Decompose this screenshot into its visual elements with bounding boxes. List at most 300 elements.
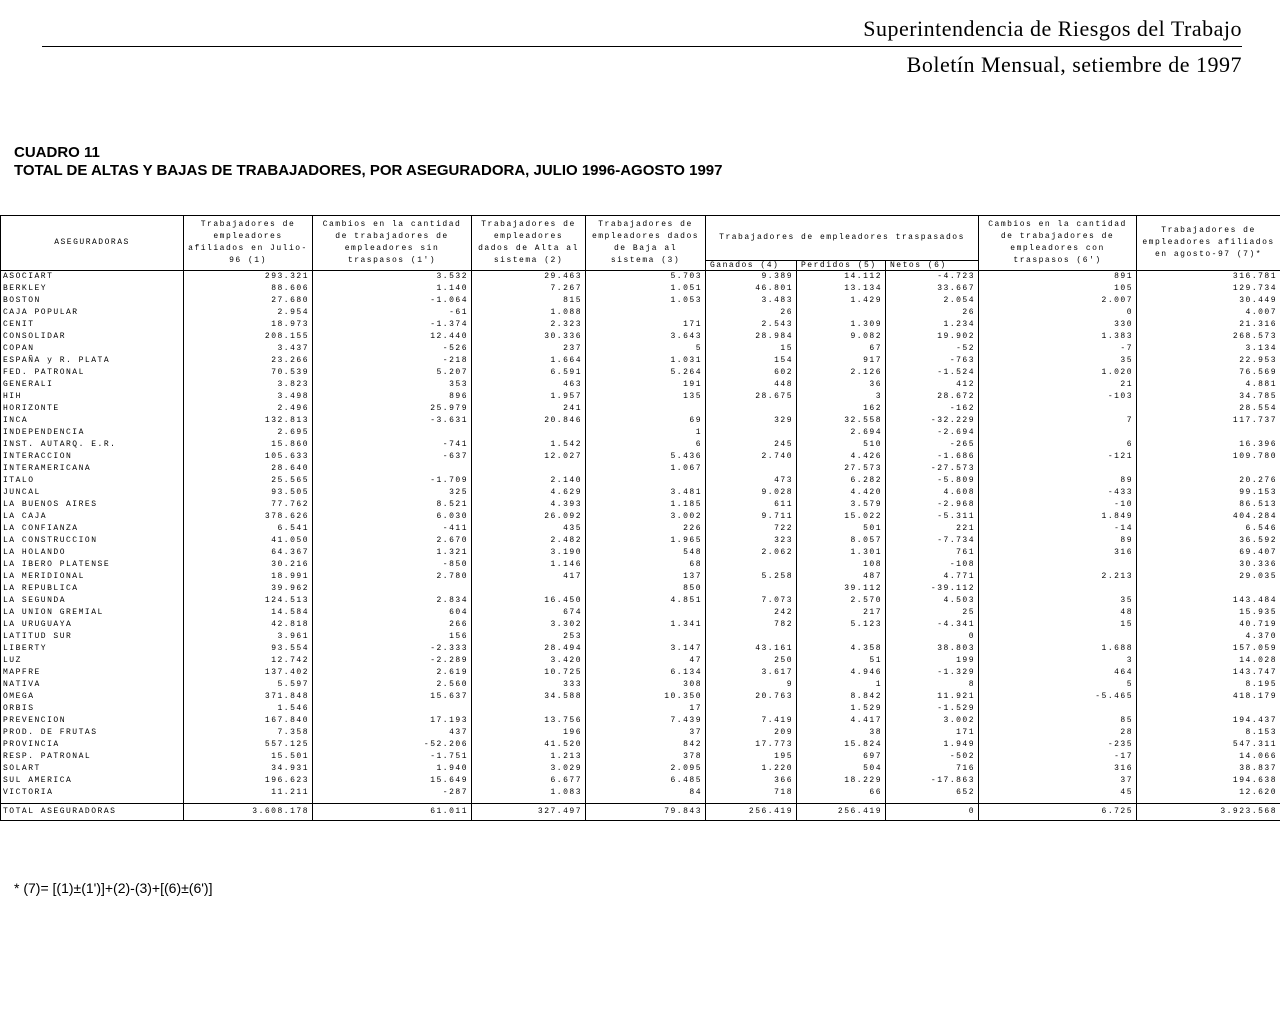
- table-cell: 30.216: [184, 559, 313, 571]
- table-cell: 504: [797, 763, 886, 775]
- table-cell: 1.067: [586, 463, 706, 475]
- table-cell: 2.095: [586, 763, 706, 775]
- table-cell: 89: [979, 475, 1137, 487]
- table-cell: 7.439: [586, 715, 706, 727]
- table-cell: [586, 631, 706, 643]
- table-cell: 5.597: [184, 679, 313, 691]
- table-cell: 154: [706, 355, 797, 367]
- table-row: [1, 595, 1280, 607]
- table-cell: 27.680: [184, 295, 313, 307]
- table-row: [1, 415, 1280, 427]
- table-cell: [1137, 427, 1280, 439]
- table-cell: 6.541: [184, 523, 313, 535]
- table-cell: 12.742: [184, 655, 313, 667]
- table-cell: 4.358: [797, 643, 886, 655]
- table-cell: 199: [886, 655, 979, 667]
- aseguradora-name: LUZ: [1, 655, 184, 667]
- table-cell: 36.592: [1137, 535, 1280, 547]
- table-cell: 25.979: [313, 403, 472, 415]
- table-cell: 1.020: [979, 367, 1137, 379]
- table-cell: 2.834: [313, 595, 472, 607]
- table-cell: 510: [797, 439, 886, 451]
- table-cell: 105.633: [184, 451, 313, 463]
- table-row: [1, 631, 1280, 643]
- header-aseguradoras: ASEGURADORAS: [1, 216, 184, 271]
- table-row: [1, 667, 1280, 679]
- aseguradora-name: PREVENCION: [1, 715, 184, 727]
- table-cell: 1.051: [586, 283, 706, 295]
- table-cell: 3.923.568: [1137, 804, 1280, 821]
- table-cell: -52.206: [313, 739, 472, 751]
- table-cell: 371.848: [184, 691, 313, 703]
- table-cell: 1.664: [472, 355, 586, 367]
- table-cell: 316: [979, 763, 1137, 775]
- table-cell: 330: [979, 319, 1137, 331]
- table-cell: 17.773: [706, 739, 797, 751]
- aseguradora-name: LA UNION GREMIAL: [1, 607, 184, 619]
- aseguradora-name: FED. PATRONAL: [1, 367, 184, 379]
- table-cell: -411: [313, 523, 472, 535]
- table-cell: 171: [886, 727, 979, 739]
- table-cell: 18.229: [797, 775, 886, 787]
- table-cell: [706, 631, 797, 643]
- table-row: [1, 403, 1280, 415]
- table-cell: 93.554: [184, 643, 313, 655]
- table-cell: 293.321: [184, 271, 313, 284]
- table-cell: 6.030: [313, 511, 472, 523]
- table-cell: 3.029: [472, 763, 586, 775]
- aseguradora-name: INCA: [1, 415, 184, 427]
- table-cell: 378.626: [184, 511, 313, 523]
- table-cell: 5.703: [586, 271, 706, 284]
- table-cell: 6.282: [797, 475, 886, 487]
- table-cell: 84: [586, 787, 706, 799]
- table-cell: 221: [886, 523, 979, 535]
- table-cell: 15.637: [313, 691, 472, 703]
- table-cell: 69.407: [1137, 547, 1280, 559]
- table-cell: 5.264: [586, 367, 706, 379]
- table-row: [1, 499, 1280, 511]
- table-cell: 38.837: [1137, 763, 1280, 775]
- table-cell: 10.350: [586, 691, 706, 703]
- table-cell: 29.035: [1137, 571, 1280, 583]
- table-cell: 11.921: [886, 691, 979, 703]
- table-cell: 253: [472, 631, 586, 643]
- table-cell: -850: [313, 559, 472, 571]
- table-cell: 93.505: [184, 487, 313, 499]
- table-cell: 86.513: [1137, 499, 1280, 511]
- table-row: [1, 763, 1280, 775]
- header-traspasados: Trabajadores de empleadores traspasados: [706, 216, 979, 261]
- table-cell: 237: [472, 343, 586, 355]
- table-cell: 2.496: [184, 403, 313, 415]
- table-cell: 30.336: [472, 331, 586, 343]
- table-cell: 18.991: [184, 571, 313, 583]
- table-cell: 333: [472, 679, 586, 691]
- table-cell: 137: [586, 571, 706, 583]
- table-cell: 5.258: [706, 571, 797, 583]
- table-cell: 66: [797, 787, 886, 799]
- aseguradora-name: INTERACCION: [1, 451, 184, 463]
- table-cell: 2.954: [184, 307, 313, 319]
- table-cell: 1.213: [472, 751, 586, 763]
- table-row: [1, 535, 1280, 547]
- cuadro-number: CUADRO 11: [14, 144, 100, 161]
- table-cell: 412: [886, 379, 979, 391]
- table-cell: 88.606: [184, 283, 313, 295]
- table-cell: 323: [706, 535, 797, 547]
- table-cell: 26: [706, 307, 797, 319]
- table-cell: 3.302: [472, 619, 586, 631]
- table-cell: 25.565: [184, 475, 313, 487]
- table-cell: 2.560: [313, 679, 472, 691]
- table-row: [1, 331, 1280, 343]
- table-cell: 36: [797, 379, 886, 391]
- table-cell: 9.028: [706, 487, 797, 499]
- table-row: [1, 271, 1280, 284]
- table-cell: [1137, 463, 1280, 475]
- table-cell: 266: [313, 619, 472, 631]
- aseguradora-name: ESPAÑA y R. PLATA: [1, 355, 184, 367]
- org-name: Superintendencia de Riesgos del Trabajo: [863, 16, 1242, 41]
- table-cell: 135: [586, 391, 706, 403]
- table-cell: [979, 559, 1137, 571]
- table-cell: [706, 463, 797, 475]
- table-cell: 137.402: [184, 667, 313, 679]
- table-cell: -287: [313, 787, 472, 799]
- table-cell: 10.725: [472, 667, 586, 679]
- table-cell: 674: [472, 607, 586, 619]
- table-cell: -433: [979, 487, 1137, 499]
- table-cell: 196: [472, 727, 586, 739]
- table-cell: 3.147: [586, 643, 706, 655]
- table-cell: 815: [472, 295, 586, 307]
- table-cell: 404.284: [1137, 511, 1280, 523]
- table-cell: 37: [979, 775, 1137, 787]
- table-cell: 85: [979, 715, 1137, 727]
- table-cell: -5.465: [979, 691, 1137, 703]
- table-cell: 891: [979, 271, 1137, 284]
- table-cell: -39.112: [886, 583, 979, 595]
- table-cell: 325: [313, 487, 472, 499]
- aseguradora-name: LATITUD SUR: [1, 631, 184, 643]
- table-cell: 2.780: [313, 571, 472, 583]
- table-cell: 5: [979, 679, 1137, 691]
- table-cell: 32.558: [797, 415, 886, 427]
- table-cell: 1.341: [586, 619, 706, 631]
- table-row: [1, 463, 1280, 475]
- table-cell: 209: [706, 727, 797, 739]
- table-cell: 3.961: [184, 631, 313, 643]
- table-cell: 1.383: [979, 331, 1137, 343]
- table-cell: 3.481: [586, 487, 706, 499]
- table-row: [1, 355, 1280, 367]
- table-cell: 316.781: [1137, 271, 1280, 284]
- table-row: [1, 751, 1280, 763]
- table-cell: 268.573: [1137, 331, 1280, 343]
- table-cell: 34.588: [472, 691, 586, 703]
- table-cell: 4.851: [586, 595, 706, 607]
- table-cell: 4.393: [472, 499, 586, 511]
- table-cell: 68: [586, 559, 706, 571]
- table-cell: [979, 703, 1137, 715]
- table-cell: 4.370: [1137, 631, 1280, 643]
- table-cell: 1.146: [472, 559, 586, 571]
- table-row: [1, 439, 1280, 451]
- header-netos: Netos (6): [886, 261, 979, 271]
- aseguradora-name: ORBIS: [1, 703, 184, 715]
- table-cell: -27.573: [886, 463, 979, 475]
- table-cell: 716: [886, 763, 979, 775]
- table-cell: 195: [706, 751, 797, 763]
- table-cell: 226: [586, 523, 706, 535]
- table-cell: 14.066: [1137, 751, 1280, 763]
- table-cell: 850: [586, 583, 706, 595]
- table-cell: 1.546: [184, 703, 313, 715]
- bulletin-title: Boletín Mensual, setiembre de 1997: [906, 52, 1242, 77]
- table-cell: 13.134: [797, 283, 886, 295]
- table-cell: 4.426: [797, 451, 886, 463]
- table-cell: -235: [979, 739, 1137, 751]
- table-cell: 1.688: [979, 643, 1137, 655]
- table-cell: 1.234: [886, 319, 979, 331]
- table-cell: 8.153: [1137, 727, 1280, 739]
- table-cell: 11.211: [184, 787, 313, 799]
- total-row: [1, 804, 1280, 821]
- table-cell: -741: [313, 439, 472, 451]
- table-row: [1, 619, 1280, 631]
- aseguradora-name: MAPFRE: [1, 667, 184, 679]
- table-cell: -61: [313, 307, 472, 319]
- table-cell: 3.498: [184, 391, 313, 403]
- table-cell: 12.620: [1137, 787, 1280, 799]
- table-cell: 557.125: [184, 739, 313, 751]
- table-cell: -763: [886, 355, 979, 367]
- table-cell: 157.059: [1137, 643, 1280, 655]
- table-cell: 77.762: [184, 499, 313, 511]
- table-row: [1, 787, 1280, 799]
- table-cell: 3.002: [886, 715, 979, 727]
- table-cell: [706, 427, 797, 439]
- table-cell: 2.543: [706, 319, 797, 331]
- table-row: [1, 607, 1280, 619]
- table-cell: 5.123: [797, 619, 886, 631]
- table-cell: 23.266: [184, 355, 313, 367]
- table-cell: 250: [706, 655, 797, 667]
- table-cell: 4.946: [797, 667, 886, 679]
- table-cell: 366: [706, 775, 797, 787]
- table-cell: 38.803: [886, 643, 979, 655]
- table-cell: 18.973: [184, 319, 313, 331]
- table-cell: 15: [979, 619, 1137, 631]
- table-cell: 143.484: [1137, 595, 1280, 607]
- table-cell: -10: [979, 499, 1137, 511]
- table-cell: 6.134: [586, 667, 706, 679]
- header-col-1p: Cambios en la cantidad de trabajadores de empleadores sin traspasos (1'): [313, 216, 472, 271]
- aseguradora-name: OMEGA: [1, 691, 184, 703]
- table-cell: -2.289: [313, 655, 472, 667]
- table-cell: 9.082: [797, 331, 886, 343]
- table-cell: 6.546: [1137, 523, 1280, 535]
- table-row: [1, 643, 1280, 655]
- aseguradora-name: LA MERIDIONAL: [1, 571, 184, 583]
- table-cell: 548: [586, 547, 706, 559]
- table-cell: 15.649: [313, 775, 472, 787]
- table-cell: -265: [886, 439, 979, 451]
- table-cell: -32.229: [886, 415, 979, 427]
- table-cell: 448: [706, 379, 797, 391]
- table-cell: -218: [313, 355, 472, 367]
- table-cell: 37: [586, 727, 706, 739]
- table-cell: 3.643: [586, 331, 706, 343]
- table-cell: -637: [313, 451, 472, 463]
- table-row: [1, 739, 1280, 751]
- table-cell: -121: [979, 451, 1137, 463]
- table-row: [1, 307, 1280, 319]
- table-cell: 70.539: [184, 367, 313, 379]
- aseguradora-name: JUNCAL: [1, 487, 184, 499]
- table-cell: 45: [979, 787, 1137, 799]
- table-cell: 99.153: [1137, 487, 1280, 499]
- table-cell: 28.554: [1137, 403, 1280, 415]
- table-cell: 14.028: [1137, 655, 1280, 667]
- table-cell: 417: [472, 571, 586, 583]
- table-cell: 30.449: [1137, 295, 1280, 307]
- table-cell: 3.134: [1137, 343, 1280, 355]
- table-cell: 61.011: [313, 804, 472, 821]
- table-cell: 8.521: [313, 499, 472, 511]
- table-cell: 26: [886, 307, 979, 319]
- aseguradora-name: HIH: [1, 391, 184, 403]
- table-cell: 76.569: [1137, 367, 1280, 379]
- table-cell: 435: [472, 523, 586, 535]
- table-cell: 329: [706, 415, 797, 427]
- table-cell: -5.311: [886, 511, 979, 523]
- table-cell: 464: [979, 667, 1137, 679]
- aseguradora-name: NATIVA: [1, 679, 184, 691]
- table-cell: 378: [586, 751, 706, 763]
- table-cell: 6.485: [586, 775, 706, 787]
- table-cell: 2.695: [184, 427, 313, 439]
- aseguradora-name: LA SEGUNDA: [1, 595, 184, 607]
- table-cell: [472, 583, 586, 595]
- table-cell: 1.949: [886, 739, 979, 751]
- table-cell: 1.957: [472, 391, 586, 403]
- table-cell: 2.007: [979, 295, 1137, 307]
- table-cell: -7: [979, 343, 1137, 355]
- aseguradora-name: CONSOLIDAR: [1, 331, 184, 343]
- table-cell: 109.780: [1137, 451, 1280, 463]
- table-cell: -1.064: [313, 295, 472, 307]
- table-cell: 19.902: [886, 331, 979, 343]
- table-row: [1, 367, 1280, 379]
- table-cell: 1.429: [797, 295, 886, 307]
- table-cell: [979, 631, 1137, 643]
- table-cell: -526: [313, 343, 472, 355]
- table-cell: -4.723: [886, 271, 979, 284]
- table-cell: 6.677: [472, 775, 586, 787]
- table-cell: [472, 703, 586, 715]
- table-cell: 6.725: [979, 804, 1137, 821]
- table-cell: 34.931: [184, 763, 313, 775]
- table-cell: 4.420: [797, 487, 886, 499]
- aseguradora-name: LA CAJA: [1, 511, 184, 523]
- table-cell: 20.846: [472, 415, 586, 427]
- table-cell: 47: [586, 655, 706, 667]
- table-row: [1, 583, 1280, 595]
- table-cell: 1.301: [797, 547, 886, 559]
- table-cell: 1: [797, 679, 886, 691]
- table-cell: 9.711: [706, 511, 797, 523]
- aseguradora-name: INST. AUTARQ. E.R.: [1, 439, 184, 451]
- table-cell: -103: [979, 391, 1137, 403]
- table-cell: 171: [586, 319, 706, 331]
- table-cell: 17: [586, 703, 706, 715]
- table-cell: 1.140: [313, 283, 472, 295]
- table-cell: 8: [886, 679, 979, 691]
- table-cell: 7.419: [706, 715, 797, 727]
- table-cell: -1.524: [886, 367, 979, 379]
- table-cell: 2.670: [313, 535, 472, 547]
- table-cell: 3: [979, 655, 1137, 667]
- aseguradora-name: BOSTON: [1, 295, 184, 307]
- table-cell: -7.734: [886, 535, 979, 547]
- cuadro-title: TOTAL DE ALTAS Y BAJAS DE TRABAJADORES, POR ASEGURADORA, JULIO 1996-AGOSTO 1997: [14, 162, 723, 179]
- table-cell: 167.840: [184, 715, 313, 727]
- table-cell: 1.542: [472, 439, 586, 451]
- table-row: [1, 427, 1280, 439]
- table-cell: 35: [979, 595, 1137, 607]
- table-cell: 1.083: [472, 787, 586, 799]
- table-cell: 67: [797, 343, 886, 355]
- table-cell: 6: [586, 439, 706, 451]
- table-cell: 25: [886, 607, 979, 619]
- table-cell: [979, 403, 1137, 415]
- aseguradora-name: LA URUGUAYA: [1, 619, 184, 631]
- table-cell: 16.396: [1137, 439, 1280, 451]
- aseguradora-name: COPAN: [1, 343, 184, 355]
- table-cell: 3.579: [797, 499, 886, 511]
- table-cell: [1137, 703, 1280, 715]
- table-cell: 7.358: [184, 727, 313, 739]
- table-row: [1, 655, 1280, 667]
- table-cell: -1.751: [313, 751, 472, 763]
- aseguradora-name: ASOCIART: [1, 271, 184, 284]
- table-cell: 1.849: [979, 511, 1137, 523]
- table-row: [1, 715, 1280, 727]
- aseguradora-name: LIBERTY: [1, 643, 184, 655]
- header-col-3: Trabajadores de empleadores dados de Baja al sistema (3): [586, 216, 706, 271]
- aseguradora-name: ITALO: [1, 475, 184, 487]
- table-cell: 105: [979, 283, 1137, 295]
- table-cell: 473: [706, 475, 797, 487]
- table-cell: 1.965: [586, 535, 706, 547]
- aseguradora-name: INDEPENDENCIA: [1, 427, 184, 439]
- table-cell: 12.440: [313, 331, 472, 343]
- table-cell: 69: [586, 415, 706, 427]
- table-cell: [586, 307, 706, 319]
- table-cell: 20.276: [1137, 475, 1280, 487]
- table-cell: 217: [797, 607, 886, 619]
- aseguradora-name: LA REPUBLICA: [1, 583, 184, 595]
- table-cell: 30.336: [1137, 559, 1280, 571]
- table-cell: 9.389: [706, 271, 797, 284]
- table-row: [1, 451, 1280, 463]
- table-cell: 1.185: [586, 499, 706, 511]
- table-cell: [979, 427, 1137, 439]
- table-cell: 652: [886, 787, 979, 799]
- table-cell: 28.675: [706, 391, 797, 403]
